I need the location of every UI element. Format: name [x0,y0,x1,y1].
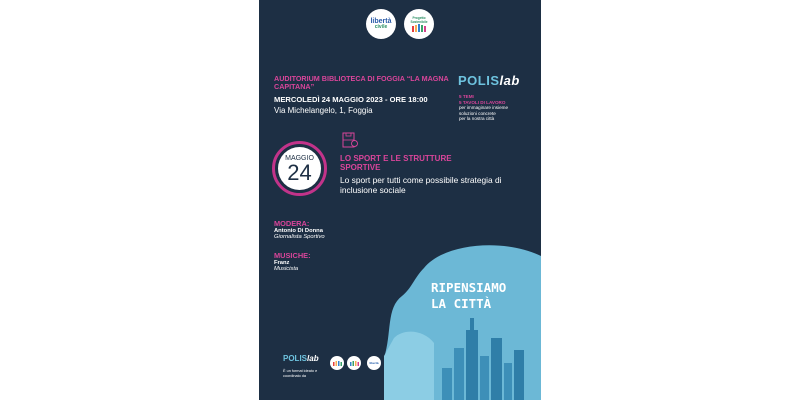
polis-line: soluzioni concrete [459,110,496,116]
people-icon [350,361,359,366]
city-skyline-illustration [384,238,541,400]
polis-line: per immaginare insieme [459,105,509,110]
music-role: Musicista [274,266,299,272]
date-day: 24 [287,159,312,185]
theme-subtitle: Lo sport per tutti come possibile strategia di inclusione sociale [340,175,502,195]
polis-line: 5 TEMI [459,94,474,99]
date-badge-inner [278,147,321,190]
event-address: Via Michelangelo, 1, Foggia [274,106,373,115]
logo-caption: Progetto Sostenibile [410,16,428,24]
headline [431,280,531,312]
people-icon [333,361,342,366]
footer-note: È un format ideato e coordinato da [283,369,318,378]
liberta-civile-logo [366,9,396,39]
footer-logo-1 [330,356,344,370]
headline-line: LA CITTÀ [431,296,492,311]
music-name: Franz [274,260,290,266]
event-datetime: MERCOLEDÌ 24 MAGGIO 2023 - ORE 18:00 [274,95,428,104]
progetto-sostenibile-logo [404,9,434,39]
moderator-name: Antonio Di Donna [274,228,323,234]
polislab-description [459,94,541,122]
polislab-main: POLIS [458,73,500,88]
footer-logo-3-text: libertà [369,361,379,365]
moderator-label: MODERA: [274,219,310,228]
date-badge [272,141,327,196]
footer-logo-3 [367,356,381,370]
music-block [274,251,311,272]
polislab-accent: lab [499,73,520,88]
sports-field-icon [342,132,358,148]
polis-line: 5 TAVOLI DI LAVORO [459,99,506,105]
headline-line: RIPENSIAMO [431,280,507,295]
footer-polis-main: POLIS [283,354,308,363]
moderator-block [274,219,325,240]
event-poster [259,0,541,400]
logo-subword: civile [374,24,388,30]
moderator-role: Giornalista Sportivo [274,234,325,240]
footer-logo-2 [347,356,361,370]
theme-title: LO SPORT E LE STRUTTURE SPORTIVE [340,154,452,172]
polis-line: per la nostra città [459,116,495,121]
logo-wordmark: libertà [370,18,392,25]
polislab-logo [458,73,520,88]
venue-name: AUDITORIUM BIBLIOTECA DI FOGGIA “LA MAGNA CAPITANA” [274,74,449,91]
music-label: MUSICHE: [274,251,311,260]
people-icon [411,24,427,32]
footer-polis-accent: lab [307,354,319,363]
date-month: MAGGIO [285,154,314,162]
footer-polislab-logo [283,354,319,363]
